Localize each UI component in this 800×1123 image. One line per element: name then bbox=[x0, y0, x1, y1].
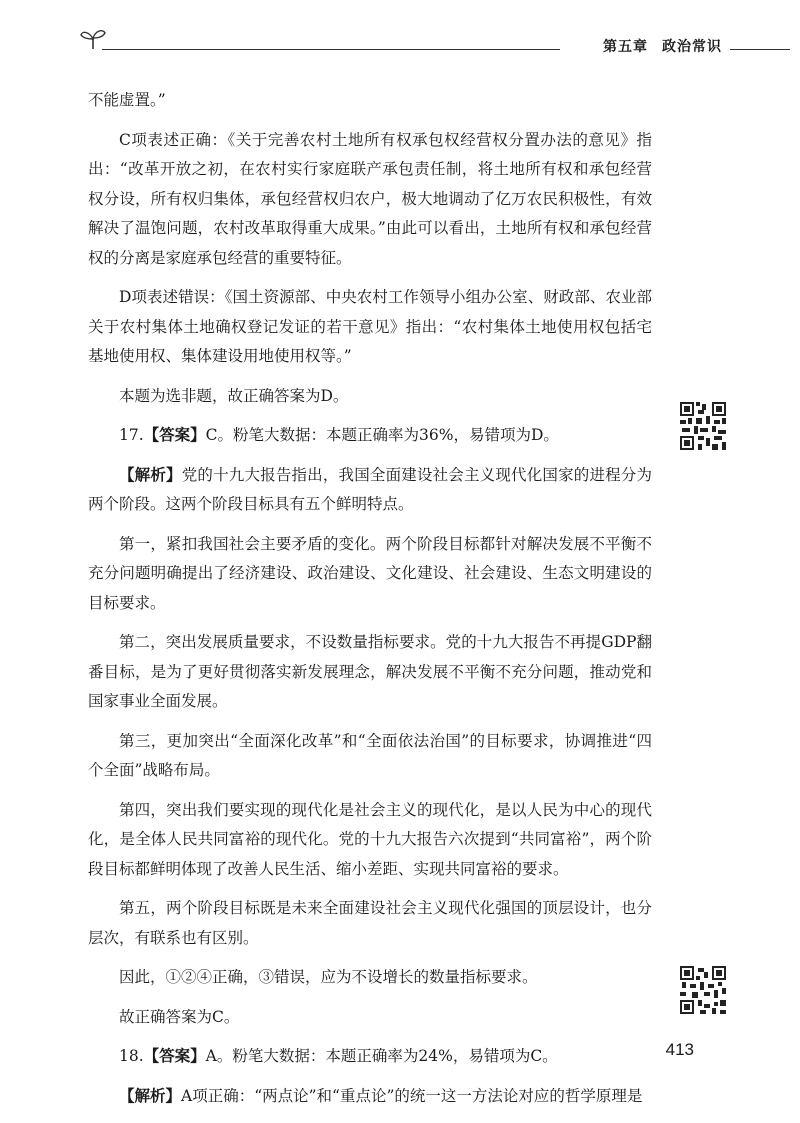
qr-code-icon[interactable] bbox=[680, 402, 726, 450]
final-answer: 故正确答案为C。 bbox=[119, 1007, 240, 1026]
answer-tag: 【答案】 bbox=[143, 1047, 206, 1065]
answer-text: A。粉笔大数据：本题正确率为24%，易错项为C。 bbox=[205, 1047, 558, 1065]
question-number: 17. bbox=[119, 426, 144, 444]
page-body bbox=[88, 86, 652, 1121]
header-rule bbox=[102, 49, 560, 50]
conclusion: 因此，①②④正确，③错误，应为不设增长的数量指标要求。 bbox=[119, 968, 538, 986]
analysis-line bbox=[88, 461, 652, 520]
page-number: 413 bbox=[665, 1040, 694, 1059]
answer-line bbox=[88, 421, 652, 451]
chapter-heading bbox=[603, 36, 722, 56]
analysis-text: A项正确：“两点论”和“重点论”的统一这一方法论对应的哲学原理是 bbox=[181, 1086, 643, 1105]
paragraph: C项表述正确：《关于完善农村土地所有权承包权经营权分置办法的意见》指出：“改革开放之初，在农村实行家庭联产承包责任制，将土地所有权和承包经营权分设，所有权归集体，承包经营权归农户，极大地调动了亿万农民积极性，有效解决了温饱问题，农村改革取得重大成果。”由此可以看出，土地所有权和承包经营权的分离是家庭承包经营的重要特征。 bbox=[88, 130, 652, 267]
page-header bbox=[80, 26, 790, 60]
answer-tag: 【答案】 bbox=[143, 426, 206, 444]
analysis-tag: 【解析】 bbox=[119, 465, 182, 484]
header-rule-end bbox=[730, 49, 790, 50]
answer-text: C。粉笔大数据：本题正确率为36%，易错项为D。 bbox=[205, 426, 559, 444]
answer-line bbox=[88, 1042, 652, 1072]
paragraph: 不能虚置。” bbox=[88, 91, 166, 109]
sprout-icon bbox=[80, 28, 106, 50]
chapter-number: 第五章 bbox=[603, 39, 648, 55]
chapter-title: 政治常识 bbox=[662, 39, 722, 55]
question-number: 18. bbox=[119, 1047, 144, 1065]
analysis-line bbox=[88, 1082, 652, 1112]
analysis-point: 第四，突出我们要实现的现代化是社会主义的现代化，是以人民为中心的现代化，是全体人民共同富裕的现代化。党的十九大报告六次提到“共同富裕”，两个阶段目标都鲜明体现了改善人民生活、缩小差距、实现共同富裕的要求。 bbox=[88, 800, 652, 878]
analysis-text: 党的十九大报告指出，我国全面建设社会主义现代化国家的进程分为两个阶段。这两个阶段目标具有五个鲜明特点。 bbox=[88, 465, 652, 513]
paragraph: 本题为选非题，故正确答案为D。 bbox=[119, 386, 349, 405]
analysis-point: 第一，紧扣我国社会主要矛盾的变化。两个阶段目标都针对解决发展不平衡不充分问题明确提出了经济建设、政治建设、文化建设、社会建设、生态文明建设的目标要求。 bbox=[88, 534, 652, 612]
paragraph: D项表述错误：《国土资源部、中央农村工作领导小组办公室、财政部、农业部关于农村集体土地确权登记发证的若干意见》指出：“农村集体土地使用权包括宅基地使用权、集体建设用地使用权等。” bbox=[88, 288, 652, 365]
analysis-point: 第五，两个阶段目标既是未来全面建设社会主义现代化强国的顶层设计，也分层次，有联系也有区别。 bbox=[88, 899, 652, 947]
analysis-point: 第三，更加突出“全面深化改革”和“全面依法治国”的目标要求，协调推进“四个全面”战略布局。 bbox=[88, 731, 652, 779]
qr-code-icon[interactable] bbox=[680, 966, 726, 1014]
analysis-tag: 【解析】 bbox=[119, 1086, 182, 1105]
analysis-point: 第二，突出发展质量要求，不设数量指标要求。党的十九大报告不再提GDP翻番目标，是为了更好贯彻落实新发展理念，解决发展不平衡不充分问题，推动党和国家事业全面发展。 bbox=[88, 633, 652, 710]
